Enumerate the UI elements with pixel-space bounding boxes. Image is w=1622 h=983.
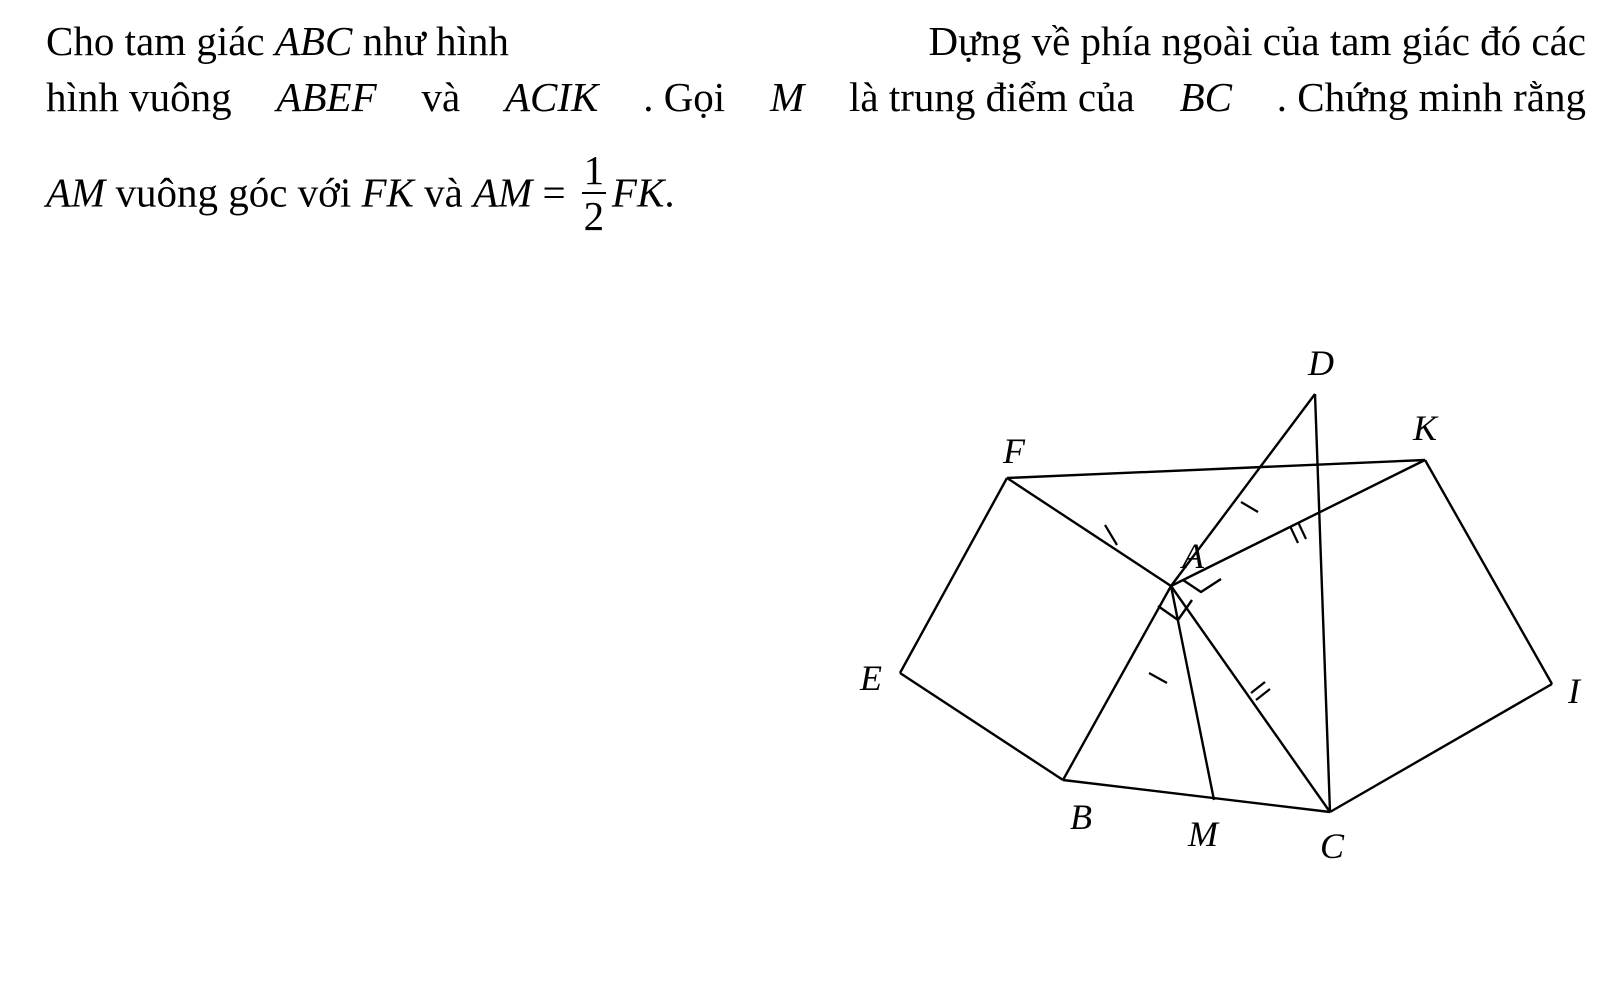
text: Dựng về phía ngoài của tam giác đó các [928, 18, 1586, 64]
math-fk: FK [611, 169, 665, 216]
right-angle-mark-kac [1183, 579, 1221, 592]
double-tick-mark-ak [1298, 522, 1306, 539]
equals-sign: = [532, 169, 576, 216]
segment-ef [900, 478, 1007, 673]
segment-dc [1315, 394, 1330, 812]
math-acik: ACIK [504, 74, 599, 120]
math-abc: ABC [274, 18, 353, 64]
text: . [664, 169, 675, 216]
segment-fa [1007, 478, 1171, 586]
double-tick-mark-ac [1256, 689, 1270, 700]
tick-mark-af [1105, 525, 1117, 545]
text: như hình [352, 18, 509, 64]
point-label-k: K [1413, 408, 1438, 448]
tick-mark-ad [1241, 502, 1258, 512]
math-fk: FK [361, 169, 414, 216]
fraction-denominator: 2 [583, 193, 605, 239]
math-am: AM [46, 169, 106, 216]
tick-mark-ab [1149, 673, 1167, 683]
math-bc: BC [1179, 74, 1232, 120]
point-label-f: F [1003, 431, 1025, 471]
math-am: AM [473, 169, 533, 216]
text: vuông góc với [105, 169, 362, 216]
point-label-c: C [1320, 826, 1345, 866]
text: và [421, 74, 461, 120]
text: Cho tam giác [46, 18, 275, 64]
point-label-m: M [1188, 814, 1218, 854]
text: là trung điểm của [848, 74, 1135, 120]
segment-fk [1007, 460, 1425, 478]
text: . Chứng minh rằng [1276, 74, 1586, 120]
math-m: M [770, 74, 805, 120]
segment-be [900, 673, 1063, 780]
double-tick-mark-ac [1251, 682, 1265, 693]
point-label-e: E [860, 658, 882, 698]
math-abef: ABEF [276, 74, 377, 120]
segment-bc [1063, 780, 1330, 812]
segment-ki [1425, 460, 1552, 684]
text: . Gọi [643, 74, 726, 120]
point-label-d: D [1308, 343, 1334, 383]
point-label-i: I [1568, 671, 1580, 711]
segment-ab [1063, 586, 1171, 780]
segment-ic [1330, 684, 1552, 812]
point-label-a: A [1182, 536, 1204, 576]
double-tick-mark-ak [1290, 526, 1298, 543]
fraction-numerator: 1 [583, 147, 605, 193]
text: hình vuông [46, 74, 232, 120]
point-label-b: B [1070, 797, 1092, 837]
text: và [413, 169, 474, 216]
